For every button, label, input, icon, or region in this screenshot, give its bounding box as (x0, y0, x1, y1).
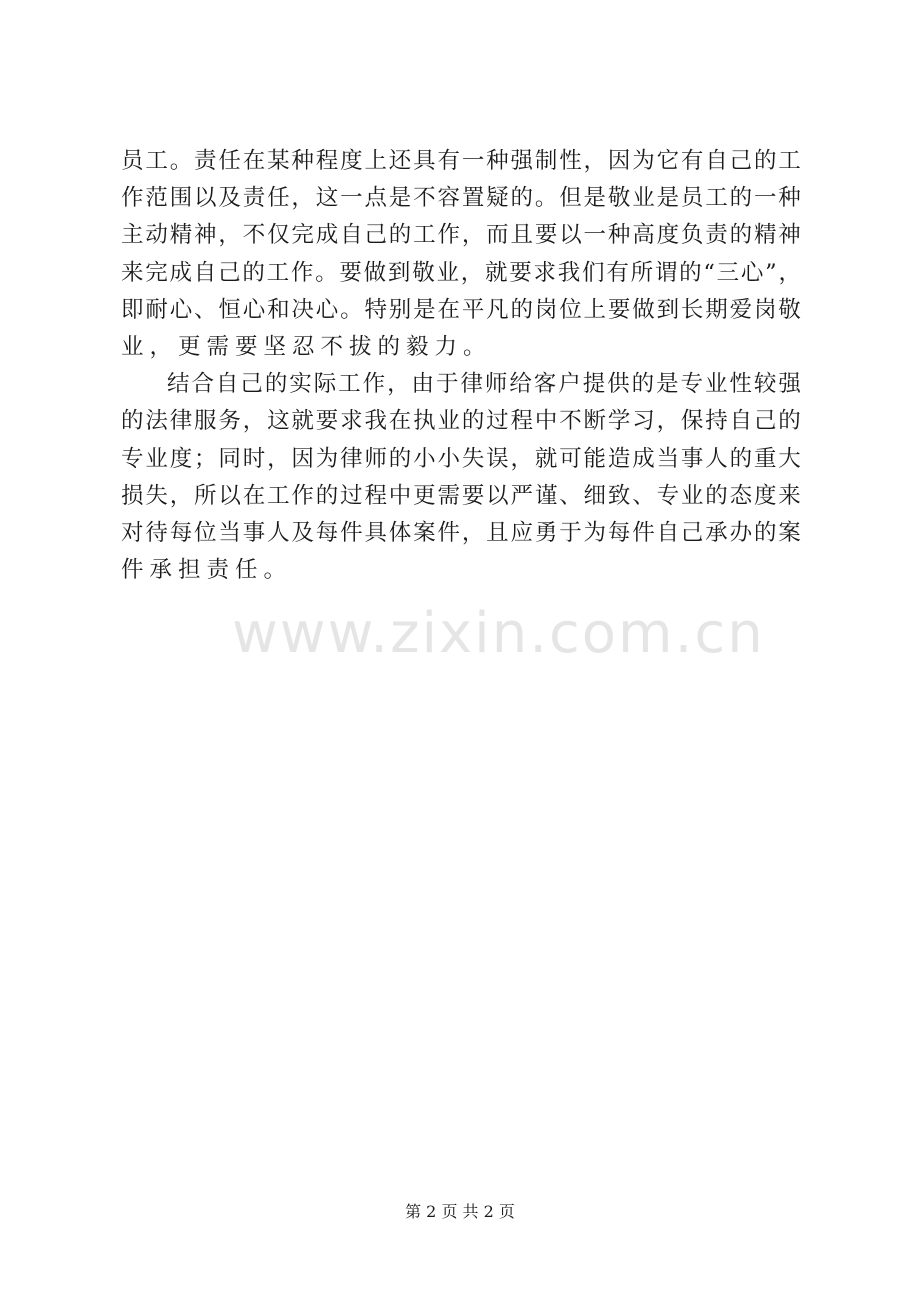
text-line-4: 来 完 成 自 己 的 工 作 。 要 做 到 敬 业 ， 就 要 求 我 们 有 所 谓 的 “ 三 心 ” ， (121, 259, 801, 286)
text-line-7: 结 合 自 己 的 实 际 工 作 ， 由 于 律 师 给 客 户 提 供 的 是 专 业 性 较 强 (167, 371, 801, 398)
text-line-6: 业，更需要坚忍不拔的毅力。 (121, 333, 492, 360)
text-line-11: 对 待 每 位 当 事 人 及 每 件 具 体 案 件 ， 且 应 勇 于 为 每 件 自 己 承 办 的 案 (121, 519, 801, 546)
body-text (121, 143, 801, 589)
text-line-2: 作 范 围 以 及 责 任 ， 这 一 点 是 不 容 置 疑 的 。 但 是 敬 业 是 员 工 的 一 种 (121, 185, 801, 212)
text-line-3: 主 动 精 神 ， 不 仅 完 成 自 己 的 工 作 ， 而 且 要 以 一 种 高 度 负 责 的 精 神 (121, 222, 801, 249)
text-line-9: 专 业 度 ； 同 时 ， 因 为 律 师 的 小 小 失 误 ， 就 可 能 造 成 当 事 人 的 重 大 (121, 445, 801, 472)
text-line-10: 损 失 ， 所 以 在 工 作 的 过 程 中 更 需 要 以 严 谨 、 细 致 、 专 业 的 态 度 来 (121, 482, 801, 509)
watermark: www.zixin.com.cn (232, 601, 765, 666)
text-line-5: 即 耐 心 、 恒 心 和 决 心 。 特 别 是 在 平 凡 的 岗 位 上 要 做 到 长 期 爱 岗 敬 (121, 296, 801, 323)
text-line-8: 的 法 律 服 务 ， 这 就 要 求 我 在 执 业 的 过 程 中 不 断 学 习 ， 保 持 自 己 的 (121, 408, 801, 435)
text-line-12: 件承担责任。 (121, 557, 293, 584)
text-line-1: 员 工 。 责 任 在 某 种 程 度 上 还 具 有 一 种 强 制 性 ， 因 为 它 有 自 己 的 工 (121, 148, 801, 174)
page-footer: 第 2 页 共 2 页 (405, 1202, 515, 1221)
